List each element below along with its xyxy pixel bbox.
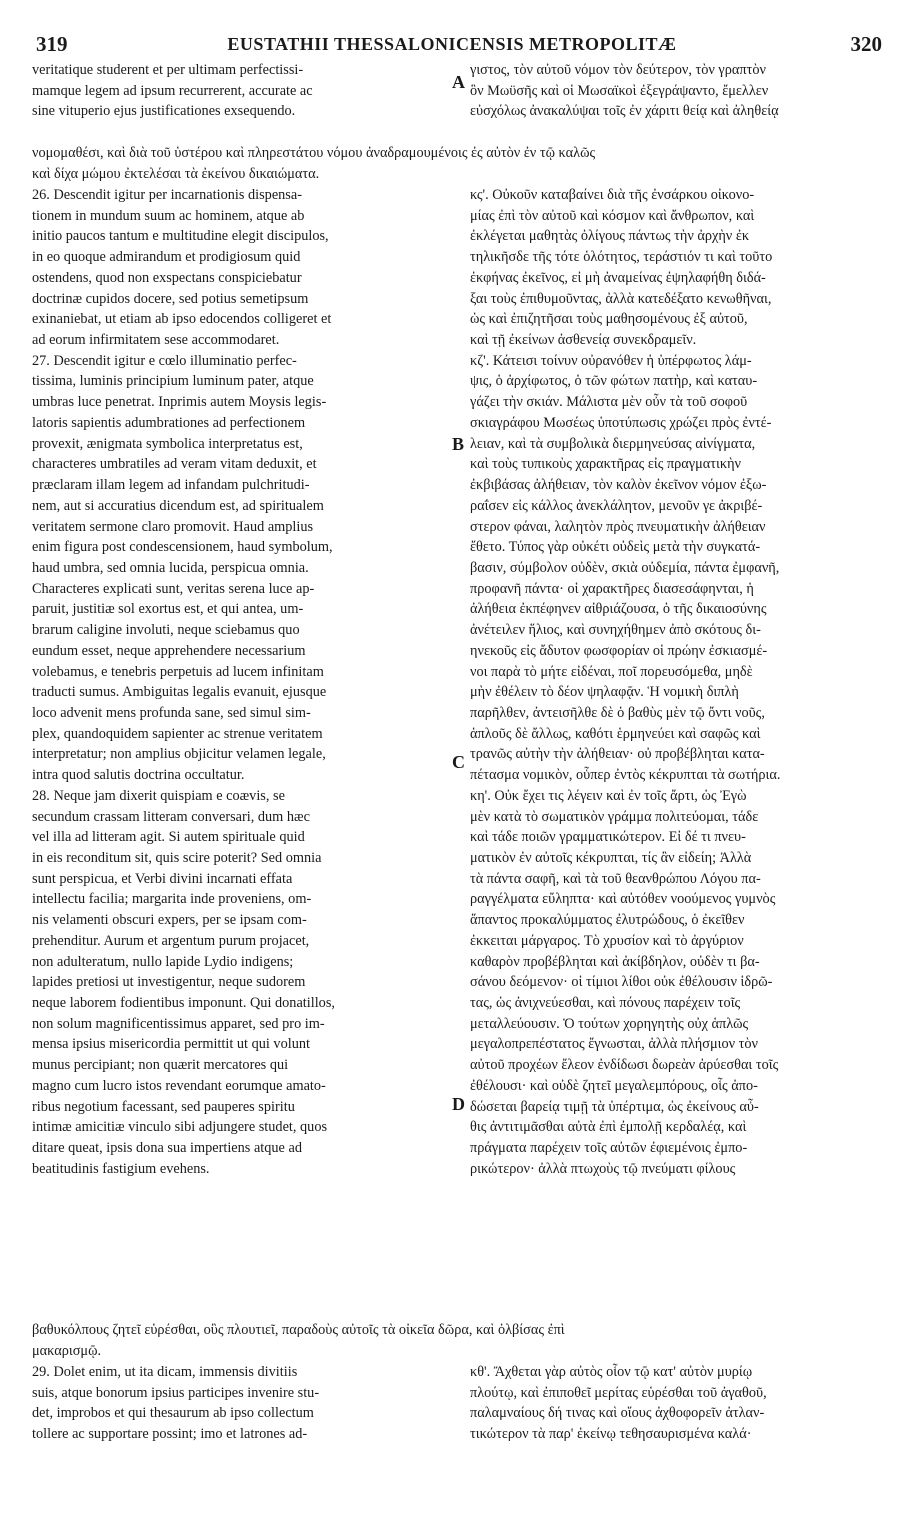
greek-main-line: ὡς καὶ ἐπιζητῆσαι τοὺς μαθησομένους ἐξ αὐτοῦ, (470, 311, 748, 328)
latin-main-line: umbras luce penetrat. Inprimis autem Moysis legis- (32, 394, 327, 411)
greek-main-line: ἁπλοῦς δὲ ἄλλως, καθότι ἑρμηνεύει καὶ σαφῶς καὶ (470, 725, 761, 742)
greek-main-line: ἀλήθεια ἐκπέφηνεν αἰθριάζουσα, ὁ τῆς δικαιοσύνης (470, 601, 767, 618)
greek-main-line: τας, ὡς ἀνιχνεύεσθαι, καὶ πόνους παρέχειν τοῖς (470, 995, 741, 1012)
greek-bottom-column (470, 1362, 880, 1445)
greek-bottom-line: πλούτῳ, καὶ ἐπιποθεῖ μερίτας εὑρέσθαι τοῦ ἀγαθοῦ, (470, 1384, 767, 1401)
greek-main-line: ἐκλέγεται μαθητὰς ὀλίγους πάντως τὴν ἀρχὴν ἐκ (470, 228, 750, 245)
latin-main-line: exinaniebat, ut etiam ab ipso edocendos colligeret et (32, 311, 332, 328)
greek-main-line: κη'. Οὐκ ἔχει τις λέγειν καὶ ἐν τοῖς ἄρτι, ὡς Ἐγὼ (470, 787, 747, 804)
greek-main-line: σκιαγράφου Μωσέως ὑποτύπωσις χρώζει πρὸς ἐντέ- (470, 414, 772, 431)
greek-main-line: τρανῶς αὐτὴν τὴν ἀλήθειαν· οὐ προβέβληται κατα- (470, 746, 765, 763)
margin-letter-b: B (452, 434, 465, 454)
latin-main-line: enim figura post condescensionem, haud symbolum, (32, 539, 333, 556)
latin-bottom-column (32, 1362, 450, 1445)
greek-main-line: καὶ τάδε ποιῶν γραμματικώτερον. Εἰ δέ τι πνευ- (470, 829, 746, 846)
page-number-left: 319 (36, 32, 68, 56)
latin-main-line: brarum caligine involuti, neque sciebamus quo (32, 622, 300, 639)
latin-main-line: provexit, ænigmata symbolica interpretatus est, (32, 435, 303, 452)
latin-main-line: tionem in mundum suum ac hominem, atque ab (32, 207, 305, 224)
latin-main-line: in eis reconditum sit, quis scire poterit? Sed omnia (32, 850, 322, 866)
latin-main-line: 27. Descendit igitur e cœlo illuminatio perfec- (32, 352, 297, 369)
greek-main-line: δώσεται βαρείᾳ τιμῇ τὰ ὑπέρτιμα, ὡς ἐκείνους αὖ- (470, 1098, 759, 1115)
greek-main-line: μὴν ἐθέλειν τὸ δέον ψηλαφᾷν. Ἡ νομικὴ διπλὴ (470, 684, 739, 701)
running-title: EUSTATHII THESSALONICENSIS METROPOLITÆ (227, 34, 677, 54)
greek-main-line: μεγαλοπρεπέστατος ἔγνωσται, ἀλλὰ πλήσμιον τὸν (470, 1036, 759, 1053)
greek-main-line: ψις, ὁ ἀρχίφωτος, ὁ τῶν φώτων πατὴρ, καὶ καταυ- (470, 373, 758, 390)
greek-main-line: μὲν κατὰ τὸ σωματικὸν γράμμα πολιτεύομαι, τάδε (470, 808, 759, 825)
greek-main-line: σάνου δεόμενον· οἱ τίμιοι λίθοι οὐκ ἐθέλουσιν ἱδρῶ- (470, 974, 773, 991)
latin-main-line: prehenditur. Aurum et argentum purum projacet, (32, 932, 310, 949)
greek-main-line: τηλικῆσδε τῆς τότε ὁλότητος, τεράστιόν τι καὶ τοῦτο (470, 249, 773, 266)
latin-main-line: latoris sapientis adumbrationes ad perfectionem (32, 414, 306, 431)
latin-top-column (32, 60, 450, 122)
latin-bottom-line: det, improbos et qui thesaurum ab ipso collectum (32, 1405, 314, 1422)
greek-main-line: πράγματα παρέχειν τοῖς αὐτῶν ἐφιεμένοις ἐμπο- (470, 1140, 748, 1157)
greek-main-line: προφανῆ πάντα· οἱ χαρακτῆρες διασεσάφηνται, ἡ (470, 580, 754, 597)
greek-spanning-lines-1 (32, 143, 880, 185)
latin-main-line: vel illa ad litteram agit. Si autem spirituale quid (32, 829, 305, 846)
latin-main-line: volebamus, e tenebris perpetuis ad lucem infinitam (32, 663, 324, 680)
greek-main-line: ἀνέτειλεν ἥλιος, καὶ συνηχήθημεν ἀπὸ σκότους δι- (470, 622, 761, 639)
latin-main-line: plex, quandoquidem sapienter ac strenue veritatem (32, 725, 323, 742)
greek-main-line: παρῆλθεν, ἀντεισῆλθε δὲ ὁ βαθὺς μὲν τῷ ὄντι νοῦς, (470, 704, 765, 721)
page-number-right: 320 (850, 32, 882, 56)
greek-main-line: τὰ πάντα σαφῆ, καὶ τὰ τοῦ θεανθρώπου Λόγου πα- (470, 870, 761, 887)
greek-main-line: νοι παρὰ τὸ μήτε εἰδέναι, ποῖ πορευσόμεθα, μηδὲ (470, 663, 753, 680)
latin-main-line: ditare queat, ipsis dona sua impertiens atque ad (32, 1140, 302, 1157)
latin-main-line: interpretatur; non amplius objicitur velamen legale, (32, 746, 326, 763)
latin-main-line: beatitudinis fastigium evehens. (32, 1160, 210, 1177)
greek-main-line: πέτασμα νομικὸν, οὗπερ ἐντὸς κέκρυπται τὰ σωτήρια. (470, 767, 781, 784)
latin-main-line: veritatem sermone claro promovit. Haud amplius (32, 518, 314, 535)
latin-main-column (32, 185, 450, 1180)
latin-main-line: ribus negotium facessant, sed pauperes spiritu (32, 1098, 295, 1115)
latin-main-line: 26. Descendit igitur per incarnationis dispensa- (32, 187, 302, 203)
latin-main-line: doctrinæ cupidos docere, sed potius semetipsum (32, 290, 309, 307)
greek-main-line: γάζει τὴν σκιάν. Μάλιστα μὲν οὖν τὰ τοῦ σοφοῦ (470, 394, 748, 411)
greek-main-line: ηνεκοῦς εἰς ἄδυτον φωσφορίαν οἱ πρώην ἐσκιασμέ- (470, 642, 768, 659)
greek-main-line: στερον φάναι, λαλητὸν πρὸς πνευματικὴν ἀλήθειαν (470, 518, 766, 535)
greek-main-line: καθαρὸν προβέβληται καὶ ἀκίβδηλον, οὐδὲν τι βα- (470, 953, 760, 970)
greek-span-1-line: καὶ δίχα μώμου ἐκτελέσαι τὰ ἐκείνου δικαιώματα. (32, 165, 320, 182)
greek-span-2-line: μακαρισμῷ. (32, 1342, 102, 1359)
greek-top-line: εὐσχόλως ἀνακαλύψαι τοῖς ἐν χάριτι θείᾳ καὶ ἀληθείᾳ (470, 103, 779, 120)
latin-main-line: intra quod salutis doctrina occultatur. (32, 767, 245, 784)
latin-main-line: munus percipiant; non quærit mercatores qui (32, 1057, 289, 1074)
greek-main-line: ματικὸν ἐν αὐτοῖς κέκρυπται, τίς ἂν εἰδείη; Ἀλλὰ (470, 850, 752, 866)
latin-main-line: eundum esset, neque apprehendere necessarium (32, 642, 306, 659)
latin-main-line: initio paucos tantum e multitudine elegit discipulos, (32, 228, 329, 245)
latin-top-line: veritatique studerent et per ultimam perfectissi- (32, 62, 304, 78)
latin-main-line: intellectu facilia; margarita inde proveniens, om- (32, 891, 312, 908)
latin-main-line: traducti sumus. Ambiguitas legalis evanuit, ejusque (32, 684, 327, 701)
latin-main-line: non adulteratum, nullo lapide Lydio indigens; (32, 953, 294, 970)
latin-bottom-line: suis, atque bonorum ipsius participes invenire stu- (32, 1384, 320, 1401)
latin-main-line: mensa ipsius misericordia permittit ut qui volunt (32, 1036, 310, 1053)
greek-main-line: λειαν, καὶ τὰ συμβολικὰ διερμηνεύσας αἰνίγματα, (470, 435, 756, 452)
latin-main-line: haud umbra, sed omnia lucida, perspicua omnia. (32, 559, 309, 576)
greek-main-column (470, 185, 880, 1180)
margin-letter-d: D (452, 1094, 465, 1114)
greek-main-line: ραΐσεν εἰς κάλλος ἀνεκλάλητον, μενοῦν γε ἀκριβέ- (470, 497, 763, 514)
latin-bottom-line: 29. Dolet enim, ut ita dicam, immensis divitiis (32, 1364, 298, 1380)
greek-main-line: ἐκβιβάσας ἀλήθειαν, τὸν καλὸν ἐκεῖνον νόμον ἐξω- (470, 477, 767, 494)
greek-spanning-lines-2 (32, 1320, 880, 1362)
latin-main-line: magno cum lucro istos revendant eorumque amato- (32, 1077, 326, 1094)
latin-main-line: lapides pretiosi ut investigentur, neque sudorem (32, 974, 306, 991)
greek-main-line: μίας ἐπὶ τὸν αὐτοῦ καὶ κόσμον καὶ ἄνθρωπον, καὶ (470, 207, 755, 224)
greek-main-line: καὶ τῇ ἐκείνων ἀσθενείᾳ συνεκδραμεῖν. (470, 332, 697, 349)
greek-top-line: γιστος, τὸν αὐτοῦ νόμον τὸν δεύτερον, τὸν γραπτὸν (470, 62, 766, 78)
margin-letter-c: C (452, 752, 465, 772)
greek-main-line: ἐκκειται μάργαρος. Τὸ χρυσίον καὶ τὸ ἀργύριον (470, 932, 744, 949)
margin-letter-a: A (452, 72, 465, 92)
latin-main-line: paruit, justitiæ sol exortus est, et qui antea, um- (32, 601, 304, 618)
greek-main-line: μεταλλεύουσιν. Ὁ τούτων χορηγητὴς οὐχ ἁπλῶς (470, 1015, 749, 1032)
latin-main-line: nem, aut si accuratius dicendum est, ad spiritualem (32, 497, 324, 514)
latin-main-line: neque laborem fodientibus imponunt. Qui donatillos, (32, 995, 335, 1012)
latin-main-line: loco advenit mens profunda sane, sed simul sim- (32, 704, 311, 721)
latin-main-line: præclaram illam legem ad infandam pulchritudi- (32, 477, 310, 494)
greek-main-line: ξαι τοὺς ἐπιθυμοῦντας, ἀλλὰ κατεδέξατο κενωθῆναι, (470, 290, 772, 307)
greek-main-line: ἅπαντος προκαλύμματος ἐλυτρώδους, ὁ ἐκεῖθεν (470, 912, 745, 929)
greek-main-line: ἔθετο. Τύπος γὰρ οὐκέτι οὐδεὶς μετὰ τὴν συγκατά- (470, 539, 761, 556)
latin-main-line: ad eorum infirmitatem sese accommodaret. (32, 332, 280, 349)
greek-top-line: ὃν Μωϋσῆς καὶ οἱ Μωσαϊκοὶ ἐξεγράψαντο, ἔμελλεν (470, 82, 769, 99)
page-header (22, 32, 882, 58)
greek-bottom-line: παλαμναίους δή τινας καὶ οἵους ἀχθοφορεῖν ἀτλαν- (470, 1405, 765, 1422)
greek-main-line: κζ'. Κάτεισι τοίνυν οὐρανόθεν ἡ ὑπέρφωτος λάμ- (470, 352, 752, 369)
greek-main-line: ἐθέλουσι· καὶ οὐδὲ ζητεῖ μεγαλεμπόρους, οἷς ἀπο- (470, 1077, 758, 1094)
latin-main-line: intimæ amicitiæ vinculo sibi adjungere studet, quos (32, 1119, 328, 1136)
greek-main-line: κς'. Οὐκοῦν καταβαίνει διὰ τῆς ἐνσάρκου οἰκονο- (470, 187, 755, 203)
greek-main-line: αὐτοῦ προχέων ἔλεον ἐνδίδωσι δωρεὰν ἀρύεσθαι τοῖς (470, 1057, 779, 1074)
latin-main-line: characteres umbratiles ad veram vitam deduxit, et (32, 456, 317, 473)
latin-top-line: sine vituperio ejus justificationes exsequendo. (32, 103, 296, 120)
latin-main-line: ostendens, quod non exspectans conspiciebatur (32, 269, 302, 286)
latin-main-line: 28. Neque jam dixerit quispiam e coævis, se (32, 787, 285, 804)
latin-main-line: secundum crassam litteram conversari, dum hæc (32, 808, 310, 825)
latin-main-line: sunt perspicua, et Verbi divini incarnati effata (32, 870, 293, 887)
greek-main-line: βασιν, σύμβολον οὐδὲν, σκιὰ οὐδεμία, πάντα ἐμφανῆ, (470, 559, 780, 576)
greek-top-column (470, 60, 880, 122)
greek-main-line: θις ἀντιτιμᾶσθαι αὐτὰ ἐπὶ ἐμπολῇ κερδαλέᾳ, καὶ (470, 1119, 747, 1136)
greek-span-2-line: βαθυκόλπους ζητεῖ εὑρέσθαι, οὓς πλουτιεῖ, παραδοὺς αὐτοῖς τὰ οἰκεῖα δῶρα, καὶ ὀλβίσας ἐπὶ (32, 1322, 565, 1338)
greek-main-line: ρικώτερον· ἀλλὰ πτωχοὺς τῷ πνεύματι φίλους (470, 1160, 736, 1177)
greek-main-line: καὶ τοὺς τυπικοὺς χαρακτῆρας εἰς πραγματικὴν (470, 456, 742, 473)
latin-top-line: mamque legem ad ipsum recurrerent, accurate ac (32, 82, 313, 99)
latin-main-line: tissima, luminis principium luminum pater, atque (32, 373, 314, 390)
greek-main-line: ραγγέλματα εὔληπτα· καὶ αὐτόθεν νοούμενος γυμνὸς (470, 891, 776, 908)
latin-bottom-line: tollere ac supportare possint; imo et latrones ad- (32, 1426, 308, 1443)
latin-main-line: non solum magnificentissimus apparet, sed pro im- (32, 1015, 325, 1032)
greek-main-line: ἐκφήνας ἐκεῖνος, εἰ μὴ ἀναμείνας ἐψηλαφήθη διδά- (470, 269, 766, 286)
latin-main-line: in eo quoque admirandum et prodigiosum quid (32, 249, 301, 266)
greek-bottom-line: τικώτερον τὰ παρ' ἐκείνῳ τεθησαυρισμένα καλά· (470, 1426, 752, 1443)
latin-main-line: Characteres explicati sunt, veritas serena luce ap- (32, 580, 315, 597)
greek-span-1-line: νομομαθέσι, καὶ διὰ τοῦ ὑστέρου καὶ πληρεστάτου νόμου ἀναδραμουμένοις ἐς αὐτὸν ἐν τῷ καλῶς (32, 145, 596, 161)
greek-bottom-line: κθ'. Ἄχθεται γὰρ αὐτὸς οἷον τῷ κατ' αὐτὸν μυρίῳ (470, 1364, 753, 1380)
latin-main-line: nis velamenti obscuri expers, per se ipsam com- (32, 912, 307, 929)
